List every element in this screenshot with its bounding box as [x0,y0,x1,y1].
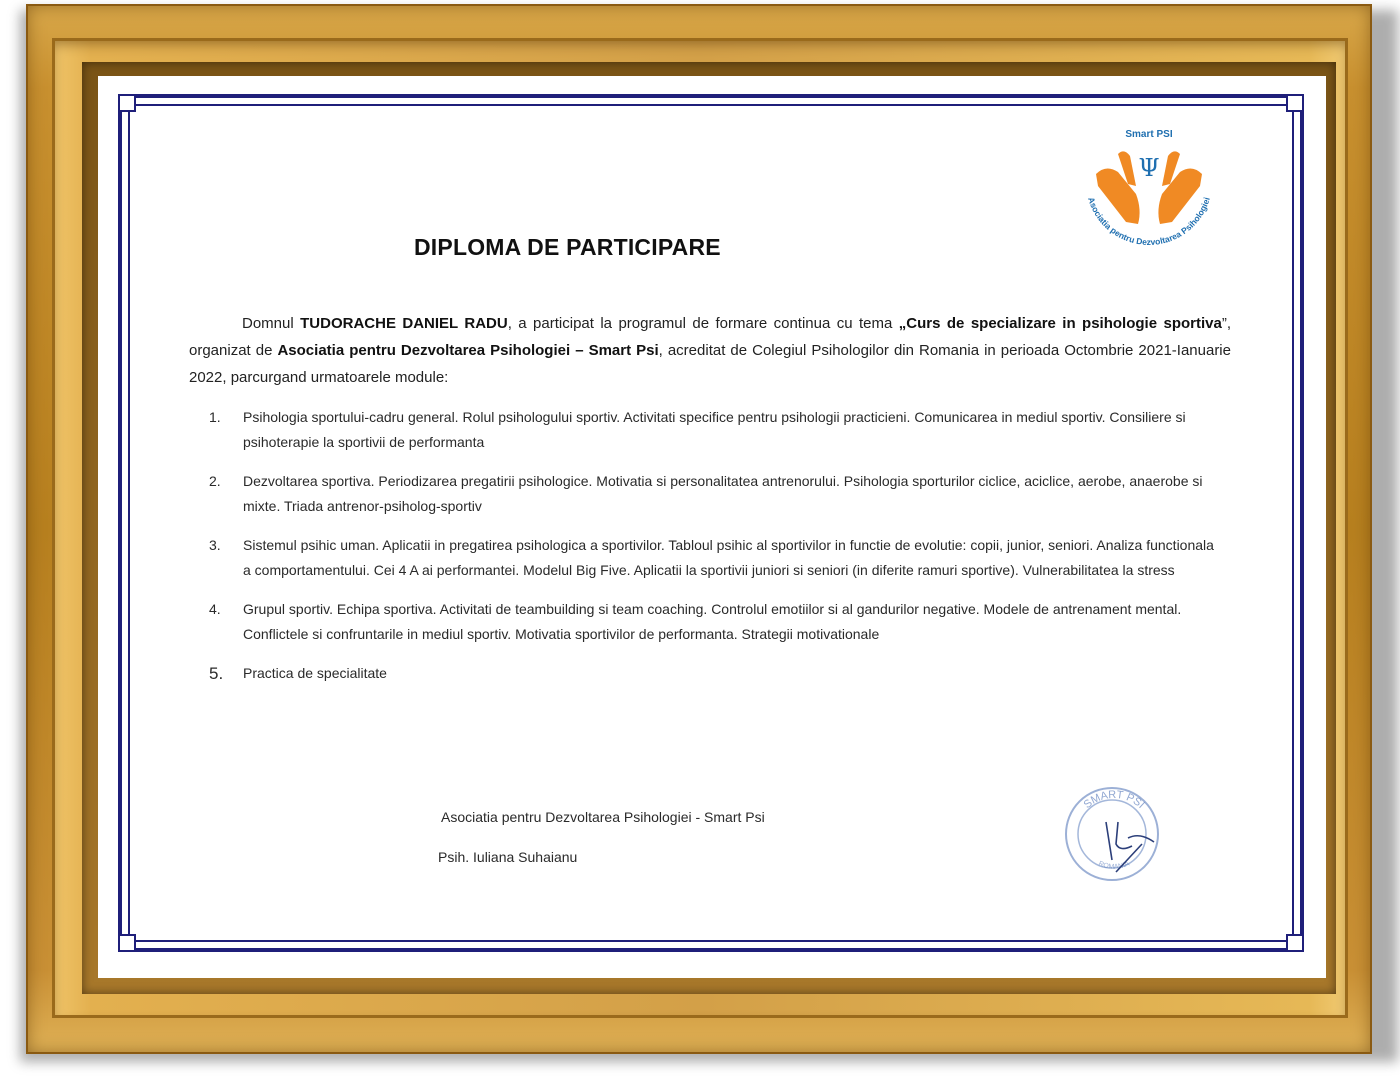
intro-text-3: ”, organizat de [189,315,1232,359]
module-number: 3. [209,537,221,553]
module-number: 2. [209,473,221,489]
official-stamp [1058,782,1170,890]
logo-top-text: Smart PSI [1125,129,1173,140]
modules-list [209,405,1219,700]
signer-name: Psih. Iuliana Suhaianu [438,849,578,865]
intro-text-1: Domnul [242,315,301,332]
border-corner-top-left [118,94,136,112]
module-number: 4. [209,601,221,617]
stamp-text: SMART PSI [1081,788,1147,812]
psi-symbol-icon: Ψ [1138,154,1160,182]
module-item [209,469,1219,519]
border-corner-top-right [1286,94,1304,112]
border-corner-bottom-left [118,934,136,952]
course-name: „Curs de specializare in psihologie sportiva [898,315,1222,332]
module-text: Practica de specialitate [243,665,387,681]
participant-name: TUDORACHE DANIEL RADU [300,315,508,332]
signature-organization: Asociatia pentru Dezvoltarea Psihologiei - Smart Psi [441,809,765,825]
module-text: Dezvoltarea sportiva. Periodizarea pregatirii psihologice. Motivatia si personalitatea antrenorului. Psihologia sporturilor ciclice, aciclice, aerobe, anaerobe si mixte. Triada antrenor-psiholog-sportiv [243,473,1203,514]
diploma-title: DIPLOMA DE PARTICIPARE [414,234,721,260]
module-text: Grupul sportiv. Echipa sportiva. Activitati de teambuilding si team coaching. Controlul emotiilor si al gandurilor negative. Modele de antrenament mental. Conflictele si confruntarile in mediul sportiv. Motivatia sportivilor de performanta. Strategii motivationale [243,601,1182,642]
smart-psi-logo [1076,124,1222,254]
module-item [209,533,1219,583]
organizer-name: Asociatia pentru Dezvoltarea Psihologiei – Smart Psi [277,342,659,359]
module-item [209,405,1219,455]
module-text: Psihologia sportului-cadru general. Rolul psihologului sportiv. Activitati specifice pentru psihologii practicieni. Comunicarea in mediul sportiv. Consiliere si psihoterapie la sportivii de performanta [243,409,1186,450]
logo-ring-text: Asociatia pentru Dezvoltarea Psihologiei [1086,195,1212,248]
module-number: 5. [209,664,224,683]
module-text: Sistemul psihic uman. Aplicatii in pregatirea psihologica a sportivilor. Tabloul psihic al sportivilor in functie de evolutie: copii, junior, seniori. Analiza functionala a comportamentului. Cei 4 A ai performantei. Modelul Big Five. Aplicatii la sportivii juniori si seniori (in diferite ramuri sportive). Vulnerabilitatea la stress [243,537,1214,578]
module-item [209,597,1219,647]
border-corner-bottom-right [1286,934,1304,952]
stamp-bottom-text: ROMANIA [1097,860,1131,871]
module-item [209,661,1219,686]
intro-paragraph [189,310,1231,391]
intro-text-4: , acreditat de Colegiul Psihologilor din Romania in perioada Octombrie 2021-Ianuarie 2022, parcurgand urmatoarele module: [189,342,1231,386]
intro-text-2: , a participat la programul de formare continua cu tema [507,315,899,332]
module-number: 1. [209,409,221,425]
